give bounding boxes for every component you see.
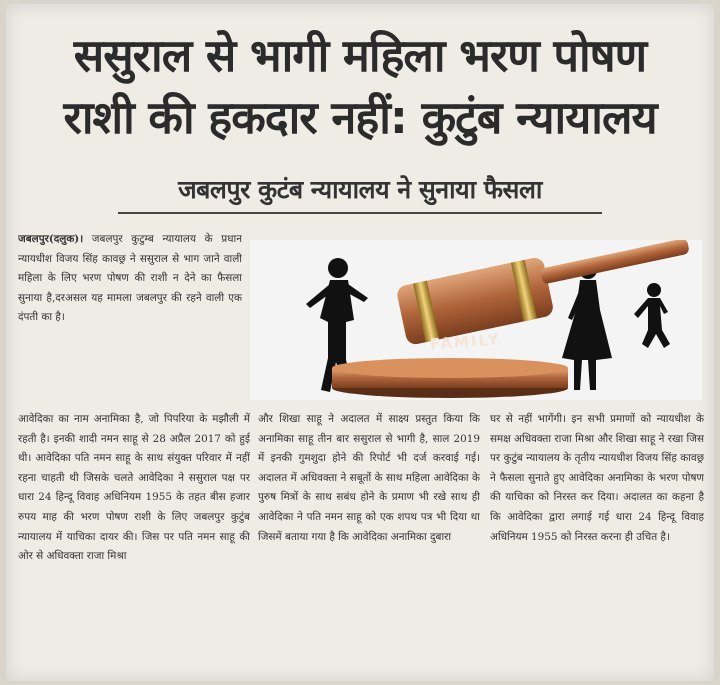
column-2-text: और शिखा साहू ने अदालत में साक्ष्य प्रस्तुत किया कि अनामिका साहू तीन बार ससुराल से भागी है, साल 2019 में इनकी गुमशुदा होने की रिपोर्ट भी दर्ज करवाई गई। अदालत में अधिवक्ता ने सबूतों के साथ महिला आवेदिका के पुरुष मित्रों के साथ सबंध होने के प्रमाण भी रखे साथ ही आवेदिका ने पति नमन साहू को एक शपथ पत्र भी दिया था जिसमें बताया गया है कि आवेदिका अनामिका दुबारा [258, 413, 480, 543]
column-3-text: घर से नहीं भागेंगी। इन सभी प्रमाणों को न्यायधीश के समक्ष अधिवक्ता राजा मिश्रा और शिखा साहू ने रखा जिस पर कुटुंब न्यायालय के तृतीय न्यायधीश विजय सिंह कावछ्र ने फैसला सुनाते हुए आवेदिका अनामिका के भरण पोषण की याचिका को निरस्त कर दिया। अदालत का कहना है कि आवेदिका द्वारा लगाई गई धारा 24 हिन्दू विवाह अधिनियम 1955 को निरस्त करना ही उचित है। [490, 413, 704, 543]
headline-line-2: राशी की हकदार नहीं: कुटुंब न्यायालय [63, 91, 657, 144]
headline-line-1: ससुराल से भागी महिला भरण पोषण [73, 29, 647, 82]
sound-block [332, 358, 568, 398]
child-silhouette [634, 283, 670, 348]
gavel-label: FAMILY [429, 330, 502, 354]
article-intro [18, 230, 242, 410]
article-column-3 [490, 410, 704, 660]
subheadline: जबलपुर कुटंब न्यायालय ने सुनाया फैसला [178, 175, 542, 204]
gavel-silhouette-image [250, 240, 702, 400]
woman-silhouette [562, 261, 612, 390]
intro-text: जबलपुर कुटुम्ब न्यायालय के प्रधान न्यायधीश विजय सिंह कावछ्र ने ससुराल से भाग जाने वाली महिला के लिए भरण पोषण की राशी न देने का फैसला सुनाया है,दरअसल यह मामला जबलपुर की रहने वाली एक दंपती का है। [18, 233, 242, 324]
family-court-illustration [250, 240, 702, 400]
subheadline-underline [118, 212, 602, 214]
newspaper-clipping [6, 4, 714, 681]
article-column-1 [18, 410, 250, 660]
column-1-text: आवेदिका का नाम अनामिका है, जो पिपरिया के मझौली में रहती है। इनकी शादी नमन साहू से 28 अप्रैल 2017 को हुई थी। आवेदिका पति नमन साहू के साथ संयुक्त परिवार में नहीं रहना चाहती थी जिसके चलते आवेदिका ने ससुराल पक्ष पर धारा 24 हिन्दू विवाह अधिनियम 1955 के तहत बीस हजार रुपय माह की भरण पोषण राशी के लिए जबलपुर कुटुंब न्यायालय में याचिका दायर की। जिस पर पति नमन साहू की ओर से अधिवक्ता राजा मिश्रा [18, 413, 250, 563]
article-column-2 [258, 410, 480, 660]
dateline: जबलपुर(दलुक)। [18, 233, 84, 245]
